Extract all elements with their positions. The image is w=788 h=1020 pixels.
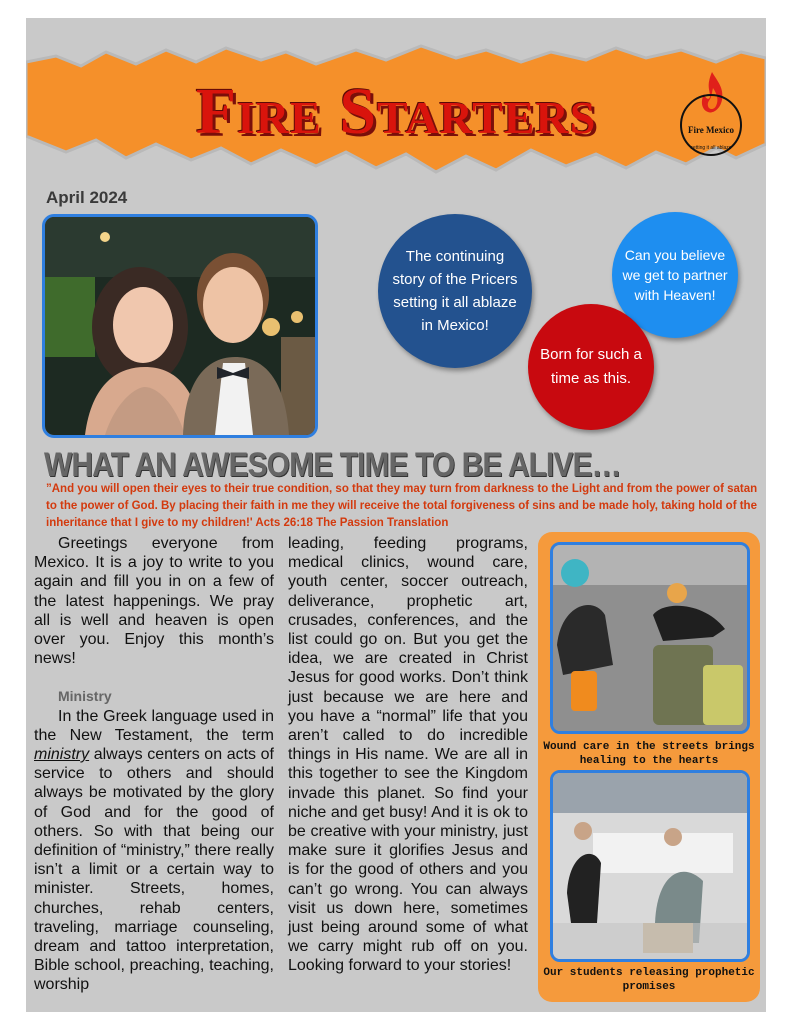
fire-mexico-logo — [680, 70, 748, 156]
couple-photo — [42, 214, 318, 438]
logo-name: Fire Mexico — [687, 125, 735, 135]
ministry-text-end: always centers on acts of service to others and should always be motivated by the glory of God and for the good of others. So with that being our definition of “ministry,” there really isn’t a limit or a certain way to minister. Streets, homes, churches, rehab centers, traveling, marriage counseling, dream and tattoo interpretation, Bible school, preaching, teaching, worship — [34, 746, 274, 994]
ministry-paragraph — [34, 707, 274, 995]
wound-care-caption: Wound care in the streets brings healing to the hearts — [543, 741, 755, 767]
scripture-verse: ”And you will open their eyes to their true condition, so that they may turn from darkness to the Light and from the power of satan to the power of God. By placing their faith in me they will receive the total forgiveness of sins and be made holy, taking hold of the inheritance that I give to my children!' Acts 26:18 The Passion Translation — [46, 483, 758, 529]
intro-paragraph: Greetings everyone from Mexico. It is a joy to write to you again and fill you in on a few of the latest happenings. We pray all is well and heaven is open over you. Enjoy this month’s news! — [34, 535, 274, 668]
students-photo — [550, 770, 750, 962]
heaven-bubble: Can you believe we get to partner with Heaven! — [612, 212, 738, 338]
students-caption: Our students releasing prophetic promises — [543, 967, 755, 993]
article-column-2 — [288, 534, 528, 976]
section-heading: Ministry — [58, 688, 112, 705]
wound-care-photo — [550, 542, 750, 734]
ministry-emphasis: ministry — [34, 746, 90, 764]
born-bubble: Born for such a time as this. — [528, 304, 654, 430]
column-2-paragraph: leading, feeding programs, medical clinics, wound care, youth center, soccer outreach, deliverance, prophetic art, crusades, conferences, and the list could go on. But you get the idea, we are created in Christ Jesus for good works. Don’t think just because we are here and you have a “normal” life that you aren’t called to do incredible things in His name. We are all in this together to see the Kingdom invade this planet. So find your niche and get busy! And it is ok to be creative with your ministry, just make sure it glorifies Jesus and is for the good of others and you can’t go wrong. You can always visit us down here, sometimes just being around some of what we carry might rub off on you. Looking forward to your stories! — [288, 535, 528, 975]
headline: WHAT AN AWESOME TIME TO BE ALIVE… — [44, 446, 621, 484]
logo-tagline: setting it all ablaze — [690, 145, 732, 151]
newsletter-title: Fire Starters — [195, 75, 597, 148]
story-bubble: The continuing story of the Pricers setting it all ablaze in Mexico! — [378, 214, 532, 368]
issue-date: April 2024 — [46, 188, 128, 207]
ministry-text-start: In the Greek language used in the New Testament, the term — [34, 707, 274, 744]
article-column-1 — [34, 534, 274, 995]
